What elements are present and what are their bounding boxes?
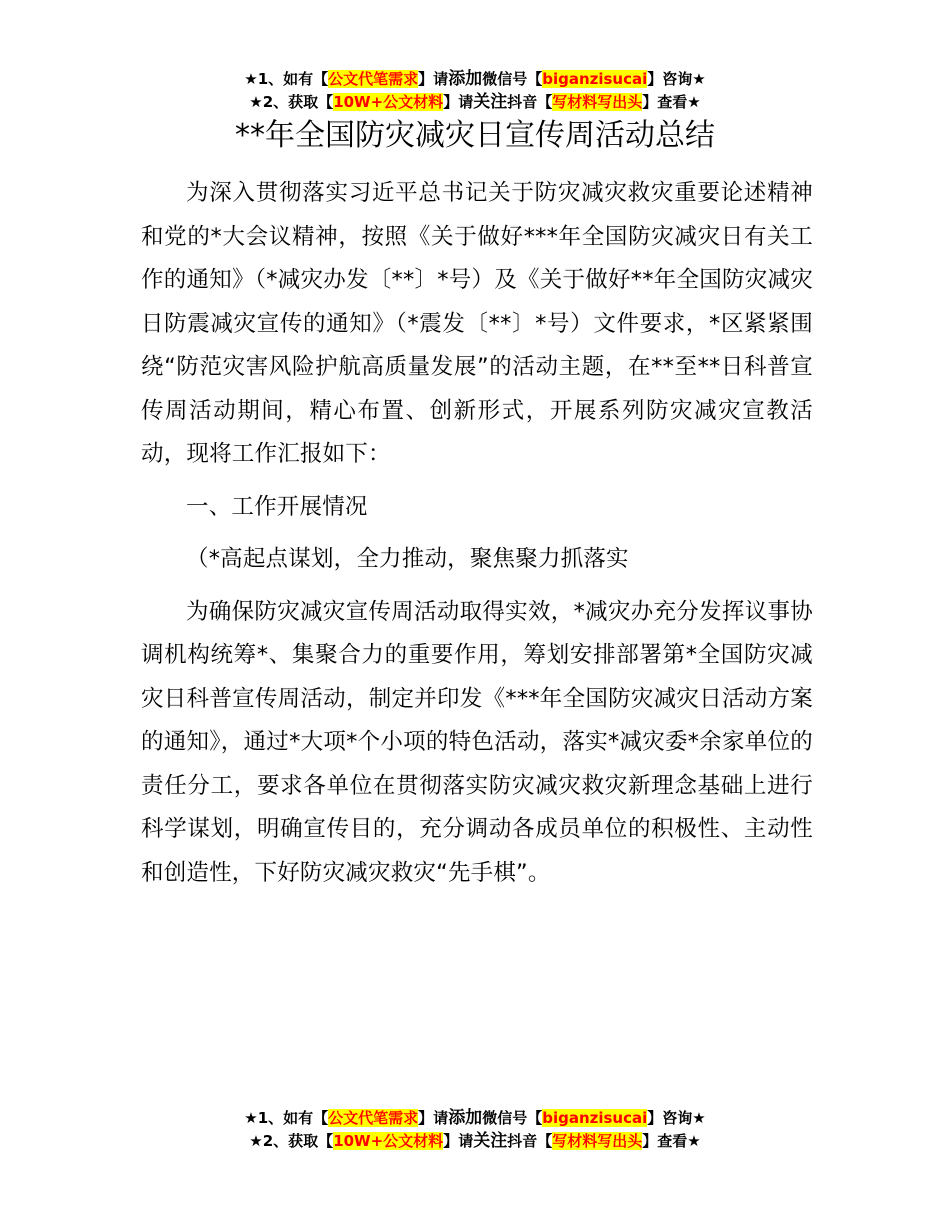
- ad-line-1: ★1、如有【公文代笔需求】请添加微信号【biganzisucai】咨询★: [244, 69, 706, 89]
- subsection-heading: （*高起点谋划，全力推动，聚焦聚力抓落实: [186, 546, 629, 572]
- paragraph-body: 为确保防灾减灾宣传周活动取得实效，*减灾办充分发挥议事协调机构统筹*、集聚合力的重要作用，筹划安排部署第*全国防灾减灾日科普宣传周活动，制定并印发《***年全国防灾减灾日活动方案的通知》，通过*大项*个小项的特色活动，落实*减灾委*余家单位的责任分工，要求各单位在贯彻落实防灾减灾救灾新理念基础上进行科学谋划，明确宣传目的，充分调动各成员单位的积极性、主动性和创造性，下好防灾减灾救灾“先手棋”。: [141, 598, 813, 886]
- header-ad-banner: [0, 68, 950, 114]
- ad-highlight-service: 公文代笔需求: [328, 1109, 419, 1127]
- paragraph-intro: 为深入贯彻落实习近平总书记关于防灾减灾救灾重要论述精神和党的*大会议精神，按照《关于做好***年全国防灾减灾日有关工作的通知》（*减灾办发〔**〕*号）及《关于做好**年全国防灾减灾日防震减灾宣传的通知》（*震发〔**〕*号）文件要求，*区紧紧围绕“防范灾害风险护航高质量发展”的活动主题，在**至**日科普宣传周活动期间，精心布置、创新形式，开展系列防灾减灾宣教活动，现将工作汇报如下：: [141, 180, 813, 467]
- ad-line-2: ★2、获取【10W+公文材料】请关注抖音【写材料写出头】查看★: [249, 1131, 701, 1151]
- footer-ad-banner: [0, 1107, 950, 1153]
- ad-line-1: ★1、如有【公文代笔需求】请添加微信号【biganzisucai】咨询★: [244, 1108, 706, 1128]
- document-title: **年全国防灾减灾日宣传周活动总结: [235, 118, 715, 153]
- ad-highlight-materials: 10W+公文材料: [333, 93, 444, 111]
- ad-line-2: ★2、获取【10W+公文材料】请关注抖音【写材料写出头】查看★: [249, 92, 701, 112]
- ad-highlight-douyin: 写材料写出头: [552, 93, 643, 111]
- document-body: [141, 172, 813, 895]
- ad-highlight-materials: 10W+公文材料: [333, 1132, 444, 1150]
- ad-highlight-service: 公文代笔需求: [328, 70, 419, 88]
- ad-highlight-wechat: biganzisucai: [542, 70, 648, 88]
- ad-highlight-wechat: biganzisucai: [542, 1109, 648, 1127]
- ad-highlight-douyin: 写材料写出头: [552, 1132, 643, 1150]
- section-heading: 一、工作开展情况: [186, 493, 368, 520]
